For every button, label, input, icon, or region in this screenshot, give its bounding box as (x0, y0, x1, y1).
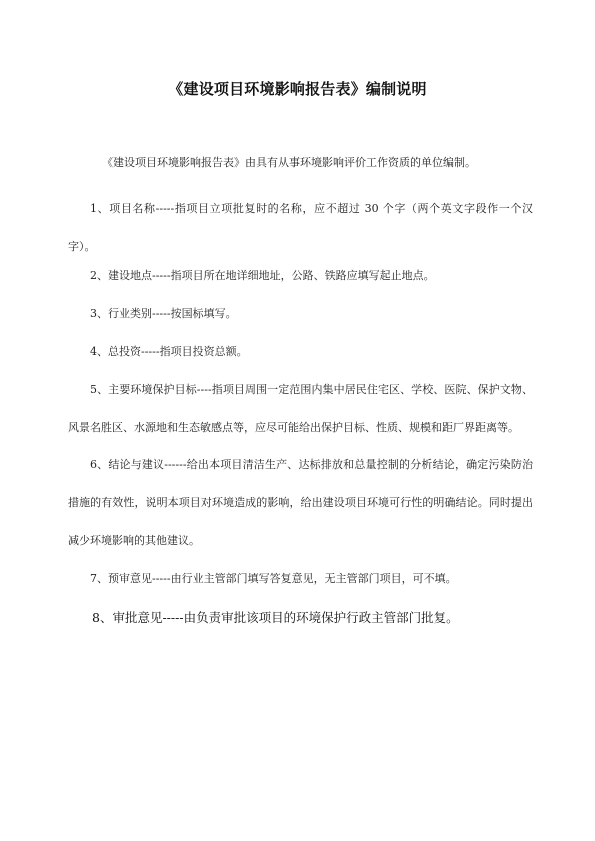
item-preliminary-review: 7、预审意见-----由行业主管部门填写答复意见，无主管部门项目，可不填。 (90, 572, 457, 585)
item-approval-opinion: 8、审批意见-----由负责审批该项目的环境保护行政主管部门批复。 (92, 610, 459, 625)
item-project-name: 1、项目名称-----指项目立项批复时的名称，应不超过 30 个字（两个英文字段作一个汉字）。 (68, 202, 533, 253)
item-conclusions: 6、结论与建议------给出本项目清洁生产、达标排放和总量控制的分析结论，确定污染防治措施的有效性，说明本项目对环境造成的影响，给出建设项目环境可行性的明确结论。同时提出减少环境影响的其他建议。 (68, 458, 533, 547)
item-industry-category: 3、行业类别-----按国标填写。 (90, 307, 237, 320)
document-title: 《建设项目环境影响报告表》编制说明 (168, 80, 427, 98)
item-protection-targets: 5、主要环境保护目标----指项目周围一定范围内集中居民住宅区、学校、医院、保护文物、风景名胜区、水源地和生态敏感点等，应尽可能给出保护目标、性质、规模和距厂界距离等。 (68, 383, 533, 434)
item-construction-site: 2、建设地点-----指项目所在地详细地址，公路、铁路应填写起止地点。 (90, 269, 435, 282)
intro-paragraph: 《建设项目环境影响报告表》由具有从事环境影响评价工作资质的单位编制。 (102, 156, 476, 169)
item-total-investment: 4、总投资-----指项目投资总额。 (90, 345, 248, 358)
